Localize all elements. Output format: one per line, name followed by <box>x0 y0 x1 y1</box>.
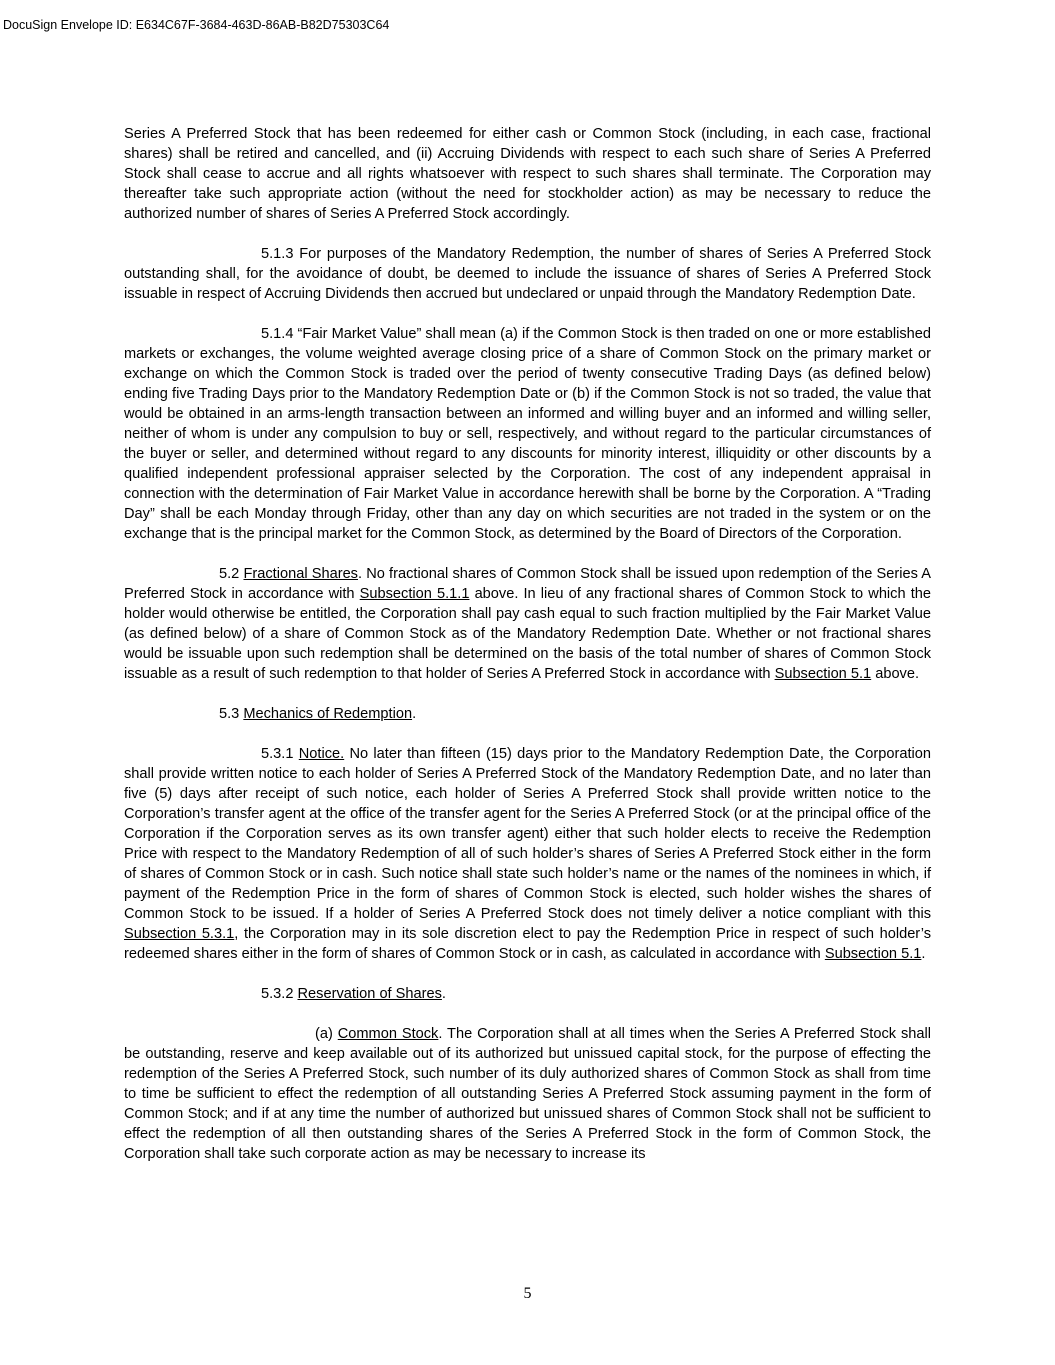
paragraph-redemption-retirement: Series A Preferred Stock that has been redeemed for either cash or Common Stock (including, in each case, fractional shares) shall be retired and cancelled, and (ii) Accruing Dividends with respect to each such share of Series A Preferred Stock shall cease to accrue and all rights whatsoever with respect to such shares shall terminate. The Corporation may thereafter take such appropriate action (without the need for stockholder action) as may be necessary to reduce the authorized number of shares of Series A Preferred Stock accordingly. <box>124 126 931 222</box>
section-number: 5.3.2 <box>261 986 298 1002</box>
paragraph-5-3-2-reservation <box>124 984 931 1004</box>
paragraph-5-1-3: 5.1.3 For purposes of the Mandatory Redemption, the number of shares of Series A Preferred Stock outstanding shall, for the avoidance of doubt, be deemed to include the issuance of shares of Series A Preferred Stock issuable in respect of Accruing Dividends then accrued but undeclared or unpaid through the Mandatory Redemption Date. <box>124 246 931 302</box>
body-text: above. <box>871 666 920 682</box>
page-number: 5 <box>523 1285 532 1302</box>
subsection-reference: Subsection 5.3.1 <box>124 926 235 942</box>
subsection-reference: Subsection 5.1.1 <box>359 586 470 602</box>
paragraph-a-common-stock <box>124 1024 931 1164</box>
body-text: . The Corporation shall at all times when the Series A Preferred Stock shall be outstanding, reserve and keep available out of its authorized but unissued capital stock, for the purpose of effecting the redemption of the Series A Preferred Stock, such number of its duly authorized shares of Common Stock as shall from time to time be sufficient to effect the redemption of all outstanding Series A Preferred Stock assuming payment in the form of Common Stock; and if at any time the number of authorized but unissued shares of Common Stock shall not be sufficient to effect the redemption of all then outstanding shares of the Series A Preferred Stock in the form of Common Stock, the Corporation shall take such corporate action as may be necessary to increase its <box>124 1026 931 1162</box>
body-text: above. In lieu of any fractional shares of Common Stock to which the holder would otherwise be entitled, the Corporation shall pay cash equal to such fraction multiplied by the Fair Market Value (as defined below) of a share of Common Stock as of the Mandatory Redemption Date. Whether or not fractional shares would be issuable upon such redemption shall be determined on the basis of the total number of shares of Common Stock issuable as a result of such redemption to that holder of Series A Preferred Stock in accordance with <box>124 586 931 682</box>
paragraph-5-3-1-notice <box>124 744 931 964</box>
body-text: . <box>412 706 417 722</box>
document-body <box>124 124 931 1184</box>
body-text: . No fractional shares of Common Stock shall be issued upon redemption of the Series A Preferred Stock in accordance with <box>124 566 931 602</box>
subsection-reference: Subsection 5.1 <box>824 946 922 962</box>
section-number: (a) <box>315 1026 338 1042</box>
paragraph-5-1-4-fair-market-value: 5.1.4 “Fair Market Value” shall mean (a) if the Common Stock is then traded on one or more established markets or exchanges, the volume weighted average closing price of a share of Common Stock on the primary market or exchange on which the Common Stock is traded over the period of twenty consecutive Trading Days (as defined below) ending five Trading Days prior to the Mandatory Redemption Date or (b) if the Common Stock is not so traded, the value that would be obtained in an arms-length transaction between an informed and willing buyer and an informed and willing seller, neither of whom is under any compulsion to buy or sell, respectively, and without regard to the particular circumstances of the buyer or seller, and determined without regard to any discounts for minority interest, illiquidity or other discounts by a qualified independent professional appraiser selected by the Corporation. The cost of any independent appraisal in connection with the determination of Fair Market Value in accordance herewith shall be borne by the Corporation. A “Trading Day” shall be each Monday through Friday, other than any day on which securities are not traded in the system or on the exchange that is the principal market for the Common Stock, as determined by the Board of Directors of the Corporation. <box>124 326 931 542</box>
subsection-reference: Subsection 5.1 <box>774 666 872 682</box>
body-text: , the Corporation may in its sole discretion elect to pay the Redemption Price in respect of such holder’s redeemed shares either in the form of shares of Common Stock or in cash, as calculated in accordance with <box>124 926 931 962</box>
body-text: No later than fifteen (15) days prior to the Mandatory Redemption Date, the Corporation shall provide written notice to each holder of Series A Preferred Stock of the Mandatory Redemption Date, and no later than five (5) days after receipt of such notice, each holder of Series A Preferred Stock shall provide written notice to the Corporation’s transfer agent at the office of the transfer agent for the Series A Preferred Stock (or at the principal office of the Corporation if the Corporation serves as its own transfer agent) either that such holder elects to receive the Redemption Price with respect to the Mandatory Redemption of all of such holder’s shares of Series A Preferred Stock either in the form of shares of Common Stock or in cash. Such notice shall state such holder’s name or the names of the nominees in which, if payment of the Redemption Price in the form of shares of Common Stock is elected, such holder wishes the shares of Common Stock to be issued. If a holder of Series A Preferred Stock does not timely deliver a notice compliant with this <box>124 746 932 922</box>
paragraph-5-2-fractional-shares <box>124 564 931 684</box>
docusign-envelope-id: DocuSign Envelope ID: E634C67F-3684-463D-86AB-B82D75303C64 <box>3 18 390 32</box>
section-heading: Mechanics of Redemption <box>243 706 413 722</box>
section-number: 5.2 <box>219 566 244 582</box>
section-heading: Common Stock <box>337 1026 439 1042</box>
section-heading: Fractional Shares <box>243 566 358 582</box>
section-number: 5.3 <box>219 706 244 722</box>
section-heading: Reservation of Shares <box>297 986 442 1002</box>
section-heading: Notice. <box>298 746 345 762</box>
body-text: . <box>441 986 446 1002</box>
body-text: . <box>921 946 926 962</box>
paragraph-5-3-mechanics <box>124 704 931 724</box>
section-number: 5.3.1 <box>261 746 299 762</box>
